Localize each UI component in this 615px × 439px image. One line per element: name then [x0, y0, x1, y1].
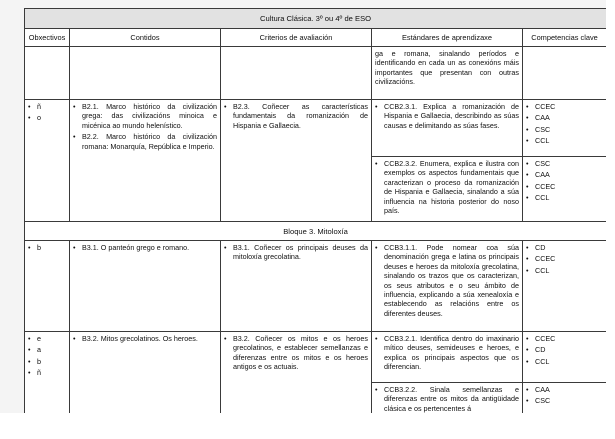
- objective-item: • b: [28, 243, 66, 252]
- standard-item: • CCB3.2.2. Sinala semellanzas e diferenzas entre os mitos da antigüidade clásica e os pertencentes á: [375, 385, 519, 413]
- competence-item: • CSC: [526, 125, 603, 134]
- competence-item: • CSC: [526, 159, 603, 168]
- standard-item: • CCB2.3.1. Explica a romanización de Hispania e Gallaecia, describindo as súas causas e delimitando as súas fases.: [375, 102, 519, 130]
- objective-item: • ñ: [28, 368, 66, 377]
- criterion-item: • B3.2. Coñecer os mitos e os heroes grecolatinos, e establecer semellanzas e diferenzas entre os mitos e os heroes antigos e os actuais.: [224, 334, 368, 372]
- objectives-cell: [25, 100, 70, 222]
- column-header-row: [25, 29, 607, 47]
- column-header-contents: Contidos: [70, 29, 221, 47]
- contents-cell: [70, 332, 221, 418]
- competences-cell: [523, 100, 607, 157]
- standard-cell: [372, 47, 523, 100]
- content-item: • B3.1. O panteón grego e romano.: [73, 243, 217, 252]
- block-title: Bloque 3. Mitoloxía: [25, 222, 607, 241]
- competence-item: • CCL: [526, 266, 603, 275]
- column-header-standards: Estándares de aprendizaxe: [372, 29, 523, 47]
- competences-cell: [523, 241, 607, 332]
- standard-cell: [372, 241, 523, 332]
- competence-item: • CCEC: [526, 102, 603, 111]
- standard-text: ga e romana, sinalando períodos e identificando en cada un as conexións máis importantes que presentan con outras civilizacións.: [375, 49, 519, 87]
- contents-cell: [70, 241, 221, 332]
- objective-item: • a: [28, 345, 66, 354]
- competence-item: • CCEC: [526, 254, 603, 263]
- content-item: • B2.2. Marco histórico da civilización romana: Monarquía, República e Imperio.: [73, 132, 217, 151]
- content-item: • B2.1. Marco histórico da civilización grega: das civilizacións minoica e micénica ao mundo helenístico.: [73, 102, 217, 130]
- contents-cell: [70, 100, 221, 222]
- table-row: [25, 332, 607, 383]
- criteria-cell: [221, 100, 372, 222]
- competence-item: • CCL: [526, 357, 603, 366]
- objectives-cell: [25, 47, 70, 100]
- table-row: [25, 47, 607, 100]
- competence-item: • CAA: [526, 170, 603, 179]
- criteria-cell: [221, 47, 372, 100]
- objective-item: • o: [28, 113, 66, 122]
- objective-item: • e: [28, 334, 66, 343]
- column-header-objectives: Obxectivos: [25, 29, 70, 47]
- table-row: [25, 241, 607, 332]
- criteria-cell: [221, 332, 372, 418]
- criterion-item: • B2.3. Coñecer as características fundamentais da romanización de Hispania e Gallaecia.: [224, 102, 368, 130]
- competence-item: • CD: [526, 243, 603, 252]
- content-item: • B3.2. Mitos grecolatinos. Os heroes.: [73, 334, 217, 343]
- curriculum-table: [24, 8, 607, 418]
- criteria-cell: [221, 241, 372, 332]
- objective-item: • b: [28, 357, 66, 366]
- contents-cell: [70, 47, 221, 100]
- competence-item: • CCEC: [526, 182, 603, 191]
- column-header-competences: Competencias clave: [523, 29, 607, 47]
- standard-cell: [372, 332, 523, 383]
- page-margin-right: [606, 0, 615, 439]
- competences-cell: [523, 47, 607, 100]
- competence-item: • CSC: [526, 396, 603, 405]
- criterion-item: • B3.1. Coñecer os principais deuses da mitoloxía grecolatina.: [224, 243, 368, 262]
- objective-item: • ñ: [28, 102, 66, 111]
- competence-item: • CCL: [526, 193, 603, 202]
- standard-cell: [372, 100, 523, 157]
- column-header-criteria: Criterios de avaliación: [221, 29, 372, 47]
- page-cut-bottom: [0, 413, 615, 439]
- table-row: [25, 100, 607, 157]
- standard-item: • CCB3.1.1. Pode nomear coa súa denominación grega e latina os principais deuses e heroes da mitoloxía grecolatina, sinalando os trazos que os caracterizan, os seus atributos e o seu ámbito de influencia, explicando a súa xenealoxía e establecendo as relacións entre os diferentes deuses.: [375, 243, 519, 318]
- standard-item: • CCB3.2.1. Identifica dentro do imaxinario mítico deuses, semideuses e heroes, e explica os principais aspectos que os diferencian.: [375, 334, 519, 372]
- competences-cell: [523, 157, 607, 222]
- standard-cell: [372, 157, 523, 222]
- competences-cell: [523, 332, 607, 383]
- objectives-cell: [25, 332, 70, 418]
- standard-item: • CCB2.3.2. Enumera, explica e ilustra con exemplos os aspectos fundamentais que caracterizan o proceso da romanización de Hispania e Gallaecia, sinalando a súa influencia na historia posterior do noso país.: [375, 159, 519, 215]
- competence-item: • CAA: [526, 113, 603, 122]
- competence-item: • CCEC: [526, 334, 603, 343]
- objectives-cell: [25, 241, 70, 332]
- table-title: Cultura Clásica. 3º ou 4º de ESO: [25, 9, 607, 29]
- competence-item: • CCL: [526, 136, 603, 145]
- block-title-row: [25, 222, 607, 241]
- competence-item: • CD: [526, 345, 603, 354]
- competence-item: • CAA: [526, 385, 603, 394]
